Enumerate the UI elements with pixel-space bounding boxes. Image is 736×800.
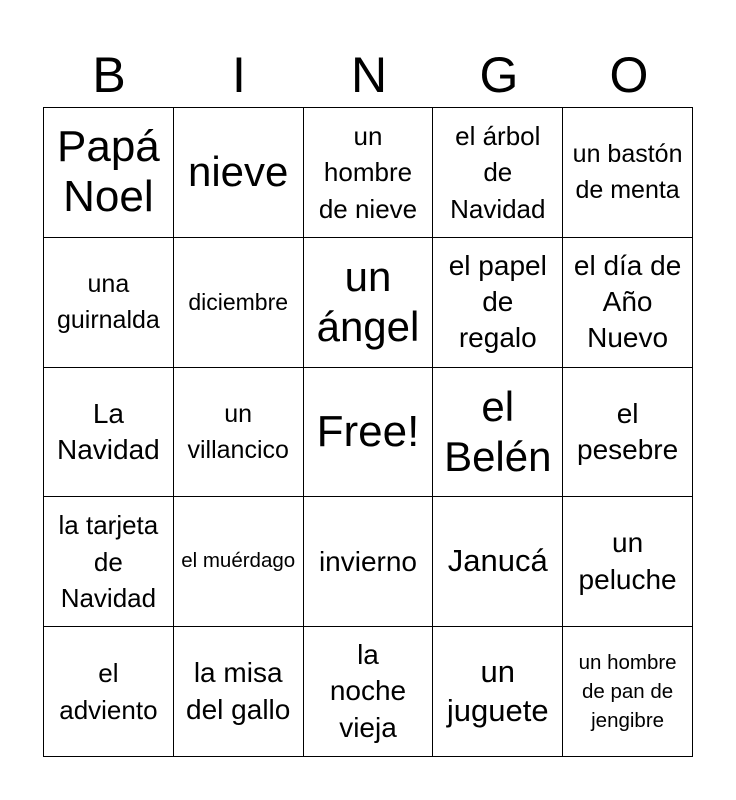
bingo-cell[interactable] — [563, 627, 693, 757]
cell-text: el pesebre — [577, 397, 679, 465]
bingo-cell[interactable] — [174, 368, 304, 498]
bingo-cell[interactable] — [304, 238, 434, 368]
bingo-cell[interactable] — [44, 627, 174, 757]
bingo-cell[interactable] — [433, 497, 563, 627]
bingo-cell[interactable] — [304, 627, 434, 757]
cell-text: La Navidad — [57, 397, 160, 465]
bingo-cell[interactable] — [174, 627, 304, 757]
cell-text: la misa del gallo — [186, 657, 291, 725]
cell-text: Papá Noel — [57, 121, 160, 222]
free-space: Free! — [316, 406, 420, 456]
cell-text: un bastón de menta — [572, 140, 683, 205]
cell-text: el árbol de Navidad — [450, 120, 546, 224]
cell-text: invierno — [318, 545, 418, 577]
bingo-cell[interactable] — [433, 627, 563, 757]
bingo-cell[interactable] — [563, 238, 693, 368]
cell-text: un hombre de pan de jengibre — [578, 650, 677, 733]
cell-text: el muérdago — [181, 549, 296, 573]
header-letter-o: O — [609, 47, 649, 103]
bingo-cell[interactable] — [304, 368, 434, 498]
bingo-cell[interactable] — [174, 108, 304, 238]
bingo-cell[interactable] — [563, 108, 693, 238]
header-letter-i: I — [232, 47, 246, 103]
cell-text: diciembre — [188, 288, 289, 315]
bingo-cell[interactable] — [174, 238, 304, 368]
cell-text: una guirnalda — [56, 269, 160, 335]
bingo-board — [43, 107, 693, 757]
header-letter-b: B — [92, 47, 126, 103]
cell-text: un villancico — [187, 399, 289, 464]
bingo-cell[interactable] — [433, 108, 563, 238]
header-letter-n: N — [350, 47, 388, 103]
bingo-cell[interactable] — [563, 497, 693, 627]
bingo-cell[interactable] — [174, 497, 304, 627]
cell-text: un ángel — [316, 252, 420, 351]
cell-text: un juguete — [446, 653, 549, 728]
bingo-cell[interactable] — [304, 108, 434, 238]
bingo-cell[interactable] — [304, 497, 434, 627]
header-letter-g: G — [479, 47, 519, 103]
bingo-cell[interactable] — [44, 108, 174, 238]
cell-text: el día de Año Nuevo — [573, 249, 682, 354]
cell-text: la tarjeta de Navidad — [58, 510, 159, 613]
cell-text: un peluche — [578, 527, 677, 595]
cell-text: la noche vieja — [329, 639, 407, 743]
cell-text: el adviento — [59, 658, 158, 725]
cell-text: nieve — [187, 148, 289, 196]
cell-text: el Belén — [444, 382, 552, 480]
bingo-cell[interactable] — [44, 497, 174, 627]
cell-text: un hombre de nieve — [318, 120, 418, 224]
bingo-cell[interactable] — [433, 238, 563, 368]
cell-text: el papel de regalo — [448, 249, 547, 354]
bingo-cell[interactable] — [433, 368, 563, 498]
bingo-cell[interactable] — [563, 368, 693, 498]
bingo-cell[interactable] — [44, 238, 174, 368]
bingo-cell[interactable] — [44, 368, 174, 498]
cell-text: Janucá — [447, 543, 548, 579]
bingo-header — [44, 42, 694, 108]
